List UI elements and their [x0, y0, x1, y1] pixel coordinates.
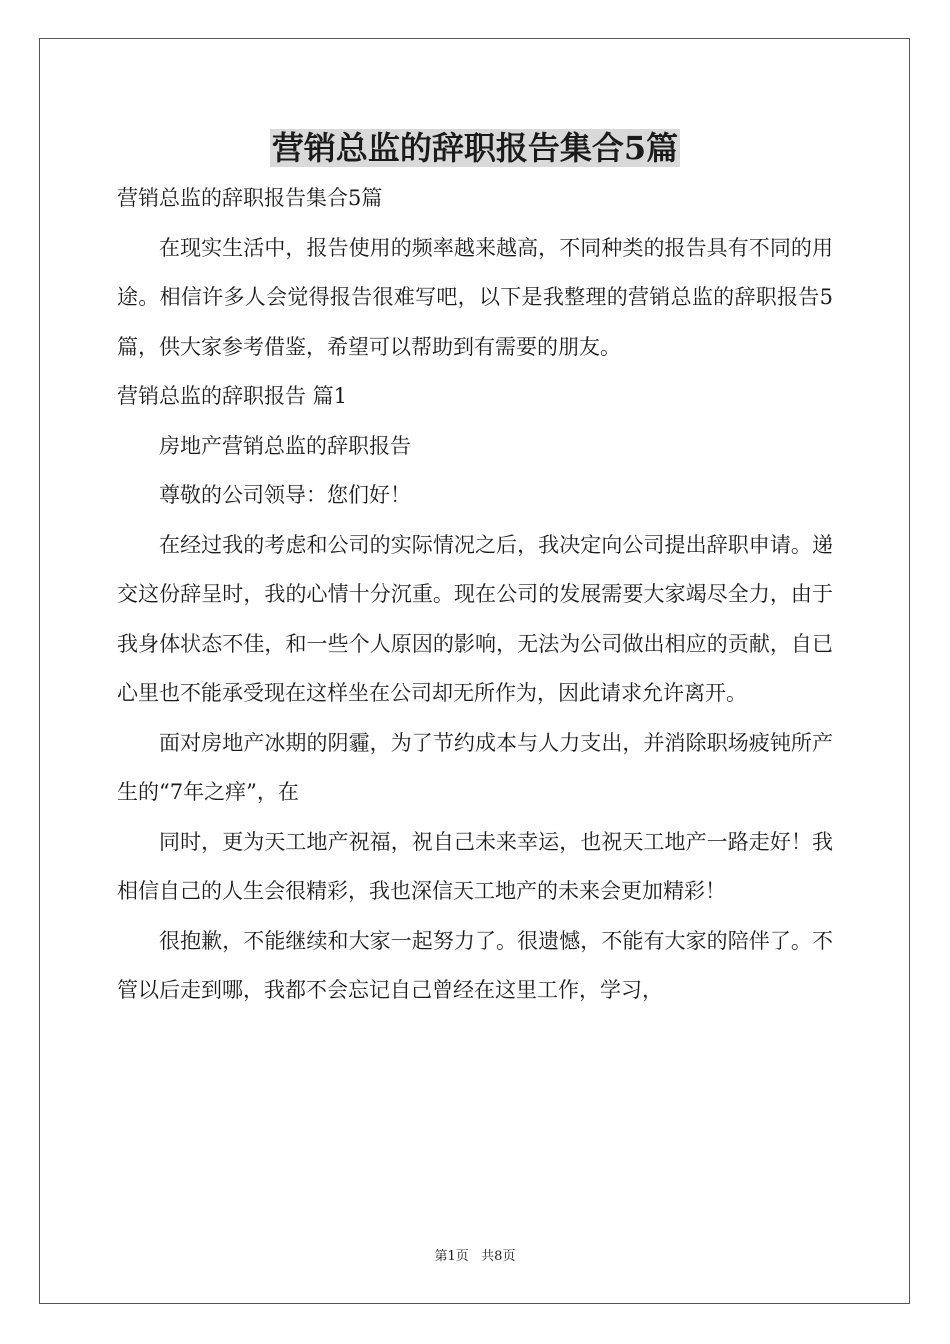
document-title-text: 营销总监的辞职报告集合5篇 [271, 129, 679, 167]
document-title [0, 126, 950, 170]
paragraph-intro: 在现实生活中，报告使用的频率越来越高，不同种类的报告具有不同的用途。相信许多人会觉得报告很难写吧，以下是我整理的营销总监的辞职报告5篇，供大家参考借鉴，希望可以帮助到有需要的朋友。 [117, 235, 833, 359]
page-footer: 第1页 共8页 [434, 1249, 516, 1264]
section-heading: 营销总监的辞职报告 篇1 [117, 384, 348, 408]
paragraph-body: 面对房地产冰期的阴霾，为了节约成本与人力支出，并消除职场疲钝所产生的“7年之痒”，在 [117, 730, 833, 804]
letter-salutation: 尊敬的公司领导：您们好！ [159, 483, 411, 507]
document-body [117, 174, 833, 1016]
paragraph-body: 在经过我的考虑和公司的实际情况之后，我决定向公司提出辞职申请。递交这份辞呈时，我的心情十分沉重。现在公司的发展需要大家竭尽全力，由于我身体状态不佳，和一些个人原因的影响，无法为公司做出相应的贡献，自已心里也不能承受现在这样坐在公司却无所作为，因此请求允许离开。 [117, 532, 833, 705]
paragraph-subtitle: 营销总监的辞职报告集合5篇 [117, 186, 383, 210]
paragraph-body: 同时，更为天工地产祝福，祝自己未来幸运，也祝天工地产一路走好！我相信自己的人生会很精彩，我也深信天工地产的未来会更加精彩！ [117, 829, 833, 903]
paragraph-body: 很抱歉，不能继续和大家一起努力了。很遗憾，不能有大家的陪伴了。不管以后走到哪，我都不会忘记自己曾经在这里工作，学习， [117, 928, 833, 1002]
letter-title: 房地产营销总监的辞职报告 [159, 433, 411, 458]
